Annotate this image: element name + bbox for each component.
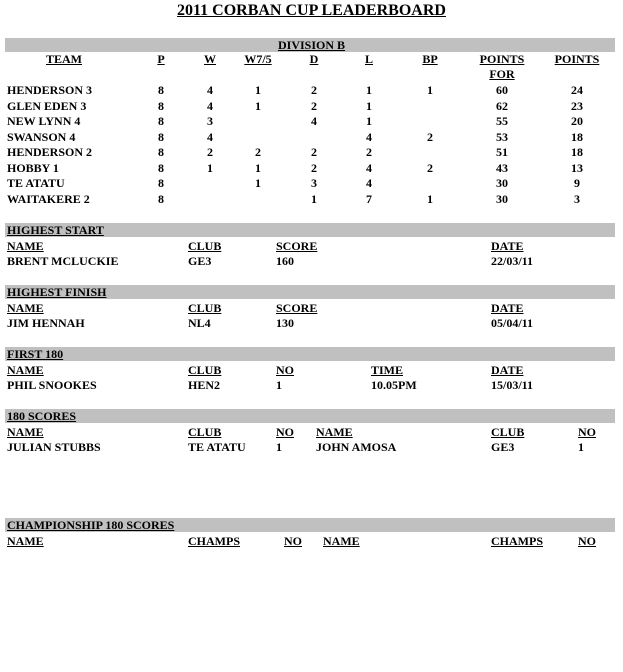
- first-180-header-5: DATE: [491, 363, 524, 377]
- first-180-cell-3: 1: [276, 378, 282, 392]
- standings-cell: 1: [427, 191, 433, 206]
- first-180-label: FIRST 180: [7, 347, 64, 361]
- standings-cell: 51: [496, 145, 508, 159]
- highest-start-label: HIGHEST START: [7, 223, 104, 237]
- highest-finish-header-3: SCORE: [276, 301, 318, 315]
- standings-cell: 62: [496, 98, 508, 113]
- standings-cell: 2: [207, 145, 213, 159]
- highest-finish-cell-3: 130: [276, 316, 294, 330]
- scores-180-label: 180 SCORES: [7, 409, 77, 423]
- team-name: HOBBY 1: [7, 160, 59, 175]
- championship-180-header-2: CHAMPS: [188, 534, 240, 548]
- scores-180-header-5: CLUB: [491, 425, 525, 439]
- standings-cell: 8: [158, 83, 164, 97]
- standings-cell: 2: [311, 145, 317, 159]
- standings-cell: 60: [496, 83, 508, 97]
- standings-cell: 2: [311, 83, 317, 97]
- scores-180-cell-1: JULIAN STUBBS: [7, 440, 101, 454]
- standings-cell: 1: [255, 176, 261, 190]
- standings-header-points-for-sub: FOR: [489, 67, 515, 81]
- standings-header-6: L: [364, 52, 374, 66]
- highest-finish-cell-1: JIM HENNAH: [7, 316, 85, 330]
- first-180-cell-1: PHIL SNOOKES: [7, 378, 97, 392]
- division-label: DIVISION B: [277, 38, 346, 52]
- standings-cell: 18: [571, 129, 583, 144]
- highest-start-cell-2: GE3: [188, 254, 212, 268]
- highest-finish-header-1: NAME: [7, 301, 44, 315]
- standings-header-8: POINTS: [479, 52, 525, 66]
- standings-cell: 43: [496, 160, 508, 175]
- standings-cell: 8: [158, 176, 164, 190]
- championship-180-header-5: CHAMPS: [491, 534, 543, 548]
- standings-cell: 2: [255, 145, 261, 159]
- highest-start-cell-4: 22/03/11: [491, 254, 534, 268]
- championship-180-header-1: NAME: [7, 534, 44, 548]
- highest-finish-cell-2: NL4: [188, 316, 211, 330]
- standings-header-7: BP: [422, 52, 438, 66]
- standings-cell: 20: [571, 114, 583, 128]
- standings-cell: 1: [207, 160, 213, 175]
- standings-cell: 30: [496, 176, 508, 190]
- highest-finish-label: HIGHEST FINISH: [7, 285, 107, 299]
- first-180-header-1: NAME: [7, 363, 44, 377]
- standings-cell: 1: [366, 98, 372, 113]
- scores-180-header-3: NO: [276, 425, 294, 439]
- page-title: 2011 CORBAN CUP LEADERBOARD: [177, 2, 446, 19]
- standings-cell: 4: [207, 129, 213, 144]
- standings-cell: 55: [496, 114, 508, 128]
- team-name: HENDERSON 2: [7, 145, 93, 159]
- championship-180-header-6: NO: [578, 534, 596, 548]
- standings-header-9: POINTS: [554, 52, 600, 66]
- standings-cell: 24: [571, 83, 583, 97]
- standings-cell: 4: [311, 114, 317, 128]
- standings-header-5: D: [309, 52, 319, 66]
- team-name: WAITAKERE 2: [7, 191, 90, 206]
- standings-cell: 3: [574, 191, 580, 206]
- standings-cell: 2: [427, 129, 433, 144]
- standings-cell: 53: [496, 129, 508, 144]
- standings-cell: 1: [255, 160, 261, 175]
- standings-cell: 1: [255, 83, 261, 97]
- highest-start-header-3: SCORE: [276, 239, 318, 253]
- scores-180-header-6: NO: [578, 425, 596, 439]
- standings-cell: 8: [158, 129, 164, 144]
- scores-180-bar: [5, 409, 615, 423]
- standings-cell: 8: [158, 191, 164, 206]
- scores-180-cell-5: GE3: [491, 440, 515, 454]
- highest-finish-header-2: CLUB: [188, 301, 222, 315]
- standings-cell: 4: [366, 129, 372, 144]
- standings-cell: 1: [366, 114, 372, 128]
- standings-header-1: TEAM: [46, 52, 82, 66]
- team-name: SWANSON 4: [7, 129, 76, 144]
- scores-180-cell-6: 1: [578, 440, 584, 454]
- first-180-header-4: TIME: [371, 363, 404, 377]
- standings-cell: 2: [366, 145, 372, 159]
- standings-cell: 23: [571, 98, 583, 113]
- highest-finish-header-4: DATE: [491, 301, 524, 315]
- standings-cell: 9: [574, 176, 580, 190]
- standings-cell: 8: [158, 98, 164, 113]
- scores-180-header-1: NAME: [7, 425, 44, 439]
- championship-180-header-4: NAME: [323, 534, 360, 548]
- scores-180-header-2: CLUB: [188, 425, 222, 439]
- first-180-cell-2: HEN2: [188, 378, 221, 392]
- standings-cell: 2: [311, 160, 317, 175]
- scores-180-cell-2: TE ATATU: [188, 440, 246, 454]
- highest-finish-cell-4: 05/04/11: [491, 316, 534, 330]
- team-name: GLEN EDEN 3: [7, 98, 87, 113]
- highest-start-cell-3: 160: [276, 254, 294, 268]
- standings-cell: 1: [427, 83, 433, 97]
- championship-180-header-3: NO: [284, 534, 302, 548]
- standings-cell: 7: [366, 191, 372, 206]
- standings-cell: 2: [427, 160, 433, 175]
- championship-180-label: CHAMPIONSHIP 180 SCORES: [7, 518, 175, 532]
- standings-cell: 13: [571, 160, 583, 175]
- standings-cell: 4: [207, 98, 213, 113]
- standings-cell: 4: [366, 176, 372, 190]
- standings-cell: 1: [255, 98, 261, 113]
- first-180-header-2: CLUB: [188, 363, 222, 377]
- team-name: TE ATATU: [7, 176, 65, 190]
- scores-180-cell-3: 1: [276, 440, 282, 454]
- first-180-bar: [5, 347, 615, 361]
- highest-start-header-1: NAME: [7, 239, 44, 253]
- standings-cell: 2: [311, 98, 317, 113]
- first-180-cell-4: 10.05PM: [371, 378, 417, 392]
- scores-180-header-4: NAME: [316, 425, 353, 439]
- standings-cell: 3: [311, 176, 317, 190]
- team-name: HENDERSON 3: [7, 83, 93, 97]
- standings-cell: 8: [158, 114, 164, 128]
- team-name: NEW LYNN 4: [7, 114, 81, 128]
- highest-start-cell-1: BRENT MCLUCKIE: [7, 254, 119, 268]
- standings-cell: 3: [207, 114, 213, 128]
- standings-cell: 4: [366, 160, 372, 175]
- standings-cell: 1: [366, 83, 372, 97]
- standings-cell: 30: [496, 191, 508, 206]
- standings-cell: 8: [158, 145, 164, 159]
- standings-header-3: W: [204, 52, 216, 66]
- scores-180-cell-4: JOHN AMOSA: [316, 440, 397, 454]
- first-180-cell-5: 15/03/11: [491, 378, 534, 392]
- standings-cell: 1: [311, 191, 317, 206]
- standings-cell: 18: [571, 145, 583, 159]
- standings-cell: 4: [207, 83, 213, 97]
- highest-start-header-2: CLUB: [188, 239, 222, 253]
- standings-header-2: P: [157, 52, 165, 66]
- standings-header-4: W7/5: [244, 52, 272, 66]
- highest-start-header-4: DATE: [491, 239, 524, 253]
- standings-cell: 8: [158, 160, 164, 175]
- first-180-header-3: NO: [276, 363, 294, 377]
